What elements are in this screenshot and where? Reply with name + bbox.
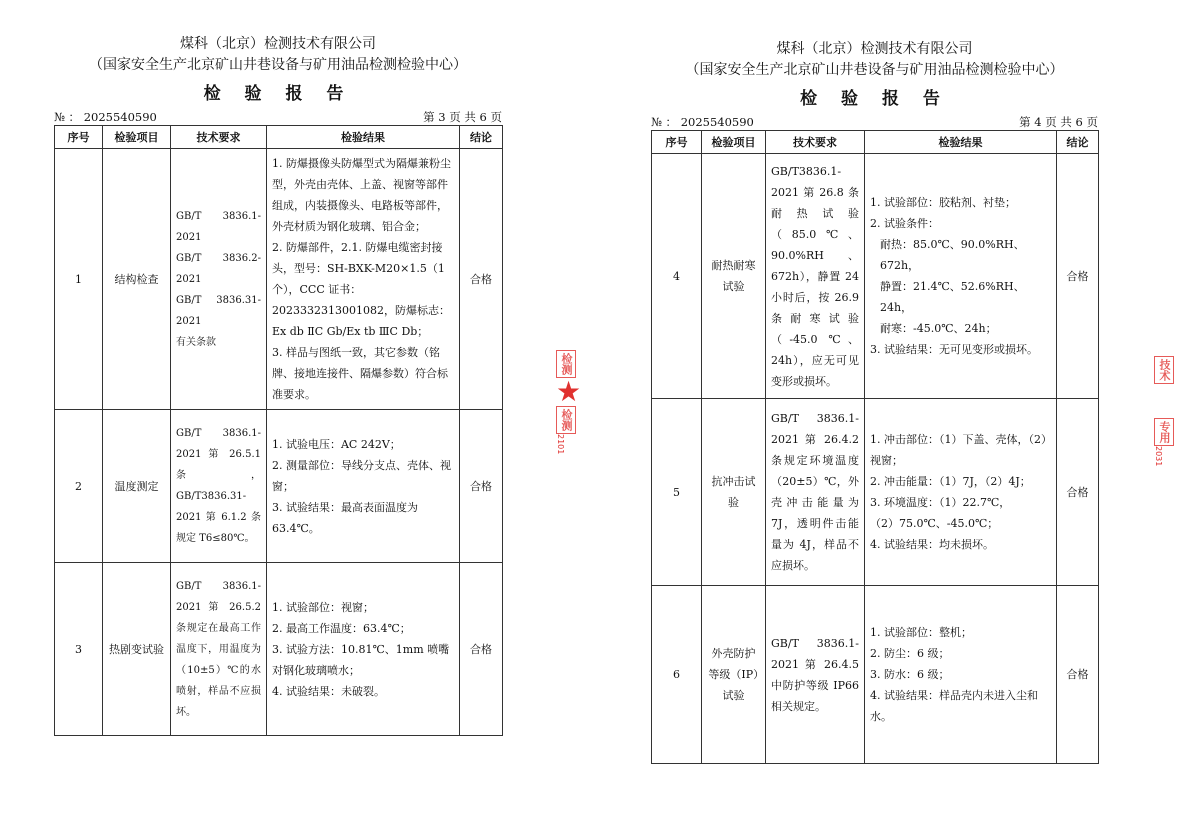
report-number: № ： 2025540590 xyxy=(54,110,157,124)
req-line: GB/T 3836.1-2021 第 26.5.2 条规定在最高工作温度下，用温度为（10±5）℃的水喷射，样品不应损坏。 xyxy=(176,580,261,718)
row-no: 5 xyxy=(652,399,702,586)
row-conclusion: 合格 xyxy=(460,149,503,410)
company-name: 煤科（北京）检测技术有限公司 xyxy=(180,36,376,52)
inspection-table xyxy=(54,125,503,736)
table-header-row xyxy=(55,126,503,149)
result-line: 3. 试验结果：最高表面温度为 63.4℃。 xyxy=(272,500,418,535)
row-item: 温度测定 xyxy=(103,410,171,563)
row-conclusion: 合格 xyxy=(1057,399,1099,586)
row-req xyxy=(766,154,865,399)
report-page-3 xyxy=(54,34,502,736)
result-line: 1. 防爆摄像头防爆型式为隔爆兼粉尘型，外壳由壳体、上盖、视窗等部件组成，内装摄像头、电路板等部件，外壳材质为钢化玻璃、铝合金； xyxy=(272,157,451,233)
row-req xyxy=(766,399,865,586)
req-line: GB/T 3836.2-2021 xyxy=(176,252,261,285)
report-header xyxy=(54,34,502,107)
req-line: 有关条款 xyxy=(176,336,216,348)
row-conclusion: 合格 xyxy=(460,563,503,736)
center-name: （国家安全生产北京矿山井巷设备与矿用油品检测检验中心） xyxy=(89,57,467,73)
row-no: 1 xyxy=(55,149,103,410)
row-conclusion: 合格 xyxy=(460,410,503,563)
result-line: 3. 样品与图纸一致，其它参数（铭牌、接地连接件、隔爆参数）符合标准要求。 xyxy=(272,346,448,401)
result-line: 2. 冲击能量：（1）7J，（2）4J； xyxy=(870,475,1031,488)
row-item: 外壳防护等级（IP）试验 xyxy=(702,586,766,764)
result-line: 3. 防水：6 级； xyxy=(870,668,950,681)
col-header-req: 技术要求 xyxy=(171,126,267,149)
result-line: 静置：21.4℃、52.6%RH、24h， xyxy=(880,280,1025,314)
table-row xyxy=(652,586,1099,764)
row-item: 结构检查 xyxy=(103,149,171,410)
result-line: （2）75.0℃、-45.0℃； xyxy=(870,517,999,530)
row-req xyxy=(171,563,267,736)
req-line: GB/T3836.1-2021 第 26.8 条耐热试验（85.0℃、90.0%RH、672h），静置 24 小时后，按 26.9 条耐寒试验（-45.0 ℃、24h），应无可见变形或损坏。 xyxy=(771,164,859,388)
row-no: 4 xyxy=(652,154,702,399)
company-name: 煤科（北京）检测技术有限公司 xyxy=(776,41,973,57)
req-line: GB/T 3836.31-2021 xyxy=(176,294,261,327)
result-line: 1. 试验电压：AC 242V； xyxy=(272,437,401,451)
row-conclusion: 合格 xyxy=(1057,586,1099,764)
col-header-item: 检验项目 xyxy=(702,131,766,154)
row-item: 抗冲击试验 xyxy=(702,399,766,586)
table-row xyxy=(55,149,503,410)
row-result xyxy=(865,586,1057,764)
seal-text: 检测 xyxy=(556,406,576,434)
seal-number: 2031 xyxy=(1154,446,1163,467)
row-result xyxy=(865,399,1057,586)
result-line: 4. 试验结果：样品壳内未进入尘和水。 xyxy=(870,689,1038,723)
result-line: 1. 试验部位：胶粘剂、衬垫； xyxy=(870,196,1016,209)
req-line: GB/T 3836.1-2021 第 26.4.2 条规定环境温度（20±5）℃，外壳冲击能量为 7J，透明件击能量为 4J，样品不应损坏。 xyxy=(771,412,859,572)
result-line: 3. 试验结果：无可见变形或损坏。 xyxy=(870,343,1038,356)
row-item: 耐热耐寒试验 xyxy=(702,154,766,399)
center-name: （国家安全生产北京矿山井巷设备与矿用油品检测检验中心） xyxy=(685,62,1064,78)
row-result xyxy=(267,563,460,736)
report-page-4 xyxy=(651,39,1098,764)
table-row xyxy=(55,563,503,736)
col-header-no: 序号 xyxy=(652,131,702,154)
row-no: 3 xyxy=(55,563,103,736)
col-header-conclusion: 结论 xyxy=(460,126,503,149)
result-line: 4. 试验结果：均未损坏。 xyxy=(870,538,994,551)
row-no: 6 xyxy=(652,586,702,764)
inspection-table xyxy=(651,130,1099,764)
row-req xyxy=(171,410,267,563)
row-req xyxy=(766,586,865,764)
result-line: 2. 防尘：6 级； xyxy=(870,647,950,660)
seal-stamp-left xyxy=(556,350,580,454)
col-header-result: 检验结果 xyxy=(267,126,460,149)
seal-stamp-right xyxy=(1154,356,1178,466)
row-conclusion: 合格 xyxy=(1057,154,1099,399)
req-line: GB/T 3836.1-2021 第 26.5.1 条，GB/T3836.31-2021 第 6.1.2 条规定 T6≤80℃。 xyxy=(176,428,261,544)
star-icon: ★ xyxy=(556,375,582,408)
result-line: 1. 冲击部位：（1）下盖、壳体，（2）视窗； xyxy=(870,433,1047,467)
row-result xyxy=(267,149,460,410)
req-line: GB/T 3836.1-2021 第 26.4.5 中防护等级 IP66 相关规定。 xyxy=(771,636,859,713)
result-line: 2. 试验条件： xyxy=(870,217,939,230)
report-meta xyxy=(54,109,502,125)
seal-text: 专用 xyxy=(1154,418,1174,446)
result-line: 2. 防爆部件，2.1. 防爆电缆密封接头，型号：SH-BXK-M20×1.5（1个），CCC 证书：2023332313001082，防爆标志：Ex db ⅡC Gb/Ex tb ⅢC Db； xyxy=(272,241,450,338)
table-header-row xyxy=(652,131,1099,154)
seal-number: 2101 xyxy=(556,434,565,455)
page-info: 第 4 页 共 6 页 xyxy=(1019,115,1098,129)
row-result xyxy=(865,154,1057,399)
page-info: 第 3 页 共 6 页 xyxy=(423,110,502,124)
report-meta xyxy=(651,114,1098,130)
result-line: 2. 最高工作温度：63.4℃； xyxy=(272,621,411,635)
col-header-req: 技术要求 xyxy=(766,131,865,154)
table-row xyxy=(55,410,503,563)
req-line: GB/T 3836.1-2021 xyxy=(176,210,261,243)
seal-text: 技术 xyxy=(1154,356,1174,384)
result-line: 3. 试验方法：10.81℃、1mm 喷嘴对钢化玻璃喷水； xyxy=(272,642,450,677)
report-title: 检 验 报 告 xyxy=(800,89,949,109)
result-line: 耐寒：-45.0℃、24h； xyxy=(880,322,997,335)
row-no: 2 xyxy=(55,410,103,563)
report-header xyxy=(651,39,1098,112)
report-number: № ： 2025540590 xyxy=(651,115,754,129)
row-result xyxy=(267,410,460,563)
result-line: 耐热：85.0℃、90.0%RH、672h， xyxy=(880,238,1025,272)
col-header-conclusion: 结论 xyxy=(1057,131,1099,154)
result-line: 1. 试验部位：整机； xyxy=(870,626,972,639)
col-header-result: 检验结果 xyxy=(865,131,1057,154)
seal-text: 检测 xyxy=(556,350,576,378)
result-line: 4. 试验结果：未破裂。 xyxy=(272,684,385,698)
report-title: 检 验 报 告 xyxy=(203,84,353,104)
row-req xyxy=(171,149,267,410)
result-line: 2. 测量部位：导线分支点、壳体、视窗； xyxy=(272,458,451,493)
table-row xyxy=(652,154,1099,399)
row-item: 热剧变试验 xyxy=(103,563,171,736)
result-line: 3. 环境温度：（1）22.7℃， xyxy=(870,496,1011,509)
col-header-no: 序号 xyxy=(55,126,103,149)
col-header-item: 检验项目 xyxy=(103,126,171,149)
table-row xyxy=(652,399,1099,586)
result-line: 1. 试验部位：视窗； xyxy=(272,600,374,614)
